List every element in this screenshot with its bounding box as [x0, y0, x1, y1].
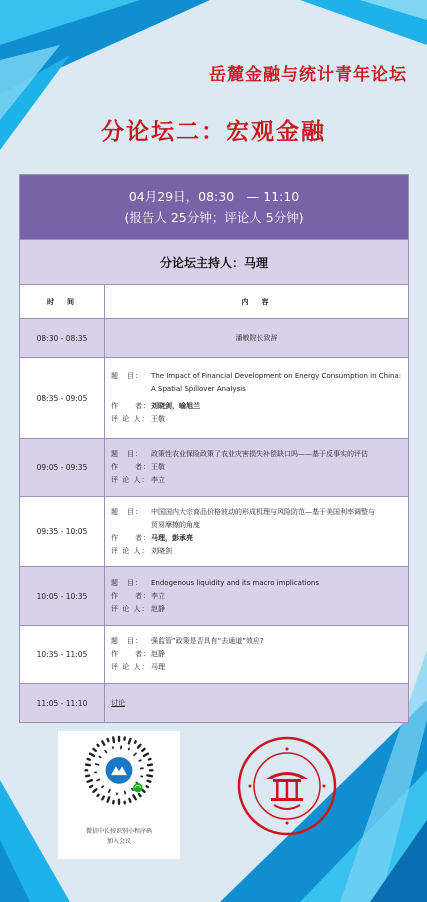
talk-reviewer: 李立: [151, 476, 165, 484]
schedule-table: [19, 174, 409, 723]
session-title: 分论坛二：宏观金融: [101, 119, 326, 145]
author-label: 作 者：: [111, 650, 151, 658]
forum-title: 岳麓金融与统计青年论坛: [209, 65, 407, 85]
talk-title-continued: A Spatial Spillover Analysis: [151, 385, 246, 393]
discussion-label: [105, 684, 408, 722]
time-cell: 10:05 - 10:35: [20, 567, 105, 625]
title-label: 题 目：: [111, 450, 143, 458]
time-cell: 09:35 - 10:05: [20, 497, 105, 566]
opening-remarks: 潘敏院长致辞: [235, 334, 278, 342]
university-seal-icon: [236, 735, 338, 837]
reviewer-label: 评 论 人：: [111, 476, 150, 484]
author-label: 作 者：: [111, 591, 151, 600]
qr-code-card[interactable]: [58, 731, 180, 859]
talk-details: [105, 497, 408, 566]
header-content: 内 容: [241, 297, 272, 306]
author-label: 作 者：: [111, 463, 151, 471]
talk-reviewer: 刘晓剑: [151, 546, 172, 555]
talk-details: [105, 358, 408, 438]
reviewer-label: 评 论 人：: [111, 663, 150, 671]
talk-title-continued: 贸易摩擦的角度: [151, 520, 200, 529]
table-row: [20, 684, 408, 722]
discussion-text: 讨论: [111, 698, 125, 707]
reviewer-label: 评 论 人：: [111, 604, 150, 613]
talk-author: 李立: [151, 591, 165, 600]
time-cell: 08:30 - 08:35: [20, 319, 105, 357]
table-header-row: [20, 285, 408, 319]
talk-title: Endogenous liquidity and its macro implications: [151, 578, 320, 587]
talk-author: 王敬: [151, 463, 165, 471]
date-line: 04月29日，08:30 — 11:10: [128, 189, 300, 204]
reviewer-label: 评 论 人：: [111, 415, 150, 423]
talk-title: The Impact of Financial Development on Energy Consumption in China:: [151, 372, 402, 380]
table-row: [20, 626, 408, 684]
qr-caption-line-2: 加入会议: [106, 838, 131, 845]
time-cell: 11:05 - 11:10: [20, 684, 105, 722]
talk-details: [105, 567, 408, 625]
talk-author: 赵静: [151, 650, 165, 658]
title-label: 题 目：: [111, 507, 143, 516]
header-time: 时 间: [20, 285, 105, 318]
title-label: 题 目：: [111, 578, 143, 587]
table-row: [20, 439, 408, 497]
talk-reviewer: 王敬: [151, 415, 165, 423]
talk-author: 刘晓剑，喻旭兰: [151, 402, 200, 410]
talk-title: 政策性农业保险政策了农业灾害损失补偿缺口吗——基于反事实的评估: [151, 450, 368, 458]
author-label: 作 者：: [111, 402, 151, 410]
date-banner: [20, 175, 408, 240]
reviewer-label: 评 论 人：: [111, 546, 150, 555]
host-row: 分论坛主持人：马理: [20, 240, 408, 285]
table-row: [20, 319, 408, 358]
talk-details: [105, 439, 408, 496]
talk-details: [105, 626, 408, 683]
seal-text: [338, 735, 339, 736]
talk-title: 强监管”政策是否具有“去通道”效应?: [151, 637, 264, 645]
duration-line: (报告人 25分钟；评论人 5分钟): [124, 210, 304, 225]
time-cell: 09:05 - 09:35: [20, 439, 105, 496]
table-row: [20, 497, 408, 567]
title-label: 题 目：: [111, 372, 143, 380]
qr-caption: [58, 827, 180, 847]
author-label: 作 者：: [111, 533, 151, 542]
talk-reviewer: 马理: [151, 663, 165, 671]
time-cell: 10:35 - 11:05: [20, 626, 105, 683]
title-label: 题 目：: [111, 637, 143, 645]
table-row: [20, 567, 408, 626]
talk-author: 马理，彭承亮: [151, 533, 193, 542]
qr-caption-line-1: 微信中长按识别小程序码: [85, 828, 152, 835]
talk-reviewer: 赵静: [151, 604, 165, 613]
time-cell: 08:35 - 09:05: [20, 358, 105, 438]
talk-title: 中国国内大宗商品价格波动的形成机理与风险防范—基于美国利率调整与: [151, 507, 375, 516]
mini-program-qr-icon[interactable]: [58, 731, 180, 827]
table-row: [20, 358, 408, 439]
